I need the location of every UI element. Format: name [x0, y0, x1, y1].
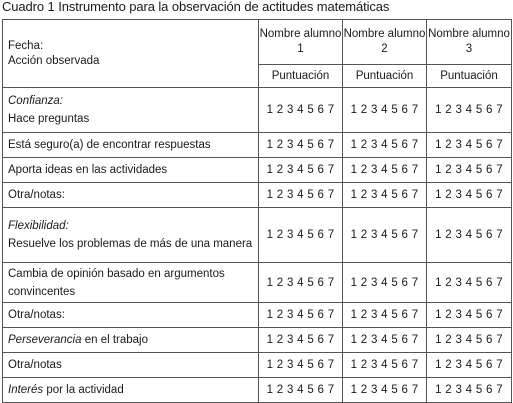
score-header-3: Puntuación: [427, 65, 512, 88]
action-text: Resuelve los problemas de más de una manera: [8, 238, 253, 250]
student-3-name: Nombre alumno 3: [428, 28, 510, 55]
score-scale-student-1: 1 2 3 4 5 6 7: [259, 353, 343, 378]
score-scale-student-1: 1 2 3 4 5 6 7: [259, 88, 343, 133]
action-text: en el trabajo: [81, 334, 149, 346]
action-cell: [3, 303, 259, 328]
score-scale-student-3: 1 2 3 4 5 6 7: [427, 328, 512, 353]
action-cell: [3, 183, 259, 208]
header-fecha: Fecha:: [8, 39, 44, 52]
table-row: [3, 353, 512, 378]
table-row: [3, 263, 512, 303]
table-row: [3, 133, 512, 158]
header-student-2: [343, 20, 427, 65]
action-cell: [3, 88, 259, 133]
action-cell: [3, 263, 259, 303]
category-label: Interés: [8, 384, 44, 396]
score-scale-student-1: 1 2 3 4 5 6 7: [259, 208, 343, 263]
action-text: Otra/notas:: [8, 189, 65, 201]
table-row: [3, 303, 512, 328]
score-scale-student-1: 1 2 3 4 5 6 7: [259, 303, 343, 328]
score-scale-student-2: 1 2 3 4 5 6 7: [343, 378, 427, 403]
score-header-1: Puntuación: [259, 65, 343, 88]
category-label: Confianza:: [8, 95, 63, 107]
action-text: por la actividad: [43, 384, 124, 396]
score-scale-student-2: 1 2 3 4 5 6 7: [343, 353, 427, 378]
action-text: Otra/notas: [8, 359, 62, 371]
header-student-1: [259, 20, 343, 65]
header-student-3: [427, 20, 512, 65]
score-scale-student-2: 1 2 3 4 5 6 7: [343, 133, 427, 158]
score-scale-student-1: 1 2 3 4 5 6 7: [259, 158, 343, 183]
action-text: Está seguro(a) de encontrar respuestas: [8, 139, 211, 151]
action-text: Hace preguntas: [8, 113, 90, 125]
score-scale-student-1: 1 2 3 4 5 6 7: [259, 263, 343, 303]
table-row: [3, 328, 512, 353]
score-scale-student-3: 1 2 3 4 5 6 7: [427, 183, 512, 208]
table-row: [3, 183, 512, 208]
score-scale-student-3: 1 2 3 4 5 6 7: [427, 353, 512, 378]
category-label: Perseverancia: [8, 334, 82, 346]
score-scale-student-1: 1 2 3 4 5 6 7: [259, 328, 343, 353]
student-2-name: Nombre alumno 2: [343, 28, 426, 55]
table-row: [3, 378, 512, 403]
caption-title: Instrumento para la observación de actitudes matemáticas: [58, 0, 390, 14]
score-scale-student-1: 1 2 3 4 5 6 7: [259, 133, 343, 158]
score-scale-student-1: 1 2 3 4 5 6 7: [259, 183, 343, 208]
table-row: [3, 158, 512, 183]
table-row: [3, 88, 512, 133]
score-scale-student-3: 1 2 3 4 5 6 7: [427, 378, 512, 403]
action-text: Cambia de opinión basado en argumentos convincentes: [8, 267, 225, 298]
caption-number: Cuadro 1: [2, 0, 55, 14]
score-scale-student-2: 1 2 3 4 5 6 7: [343, 328, 427, 353]
score-scale-student-3: 1 2 3 4 5 6 7: [427, 303, 512, 328]
action-cell: [3, 353, 259, 378]
action-text: Aporta ideas en las actividades: [8, 164, 168, 176]
score-scale-student-2: 1 2 3 4 5 6 7: [343, 263, 427, 303]
header-action-cell: [3, 20, 259, 88]
observation-table: [2, 19, 512, 403]
score-scale-student-3: 1 2 3 4 5 6 7: [427, 133, 512, 158]
score-scale-student-3: 1 2 3 4 5 6 7: [427, 208, 512, 263]
action-cell: [3, 328, 259, 353]
score-scale-student-2: 1 2 3 4 5 6 7: [343, 88, 427, 133]
student-1-name: Nombre alumno 1: [259, 28, 342, 55]
action-cell: [3, 133, 259, 158]
score-scale-student-2: 1 2 3 4 5 6 7: [343, 303, 427, 328]
score-scale-student-1: 1 2 3 4 5 6 7: [259, 378, 343, 403]
score-scale-student-3: 1 2 3 4 5 6 7: [427, 158, 512, 183]
action-cell: [3, 378, 259, 403]
action-cell: [3, 158, 259, 183]
score-scale-student-2: 1 2 3 4 5 6 7: [343, 208, 427, 263]
header-accion: Acción observada: [8, 54, 100, 67]
table-row: [3, 208, 512, 263]
action-text: Otra/notas:: [8, 309, 65, 321]
action-cell: [3, 208, 259, 263]
score-scale-student-2: 1 2 3 4 5 6 7: [343, 158, 427, 183]
score-scale-student-3: 1 2 3 4 5 6 7: [427, 263, 512, 303]
score-scale-student-2: 1 2 3 4 5 6 7: [343, 183, 427, 208]
table-caption: [2, 0, 389, 14]
category-label: Flexibilidad:: [8, 220, 69, 232]
score-scale-student-3: 1 2 3 4 5 6 7: [427, 88, 512, 133]
score-header-2: Puntuación: [343, 65, 427, 88]
